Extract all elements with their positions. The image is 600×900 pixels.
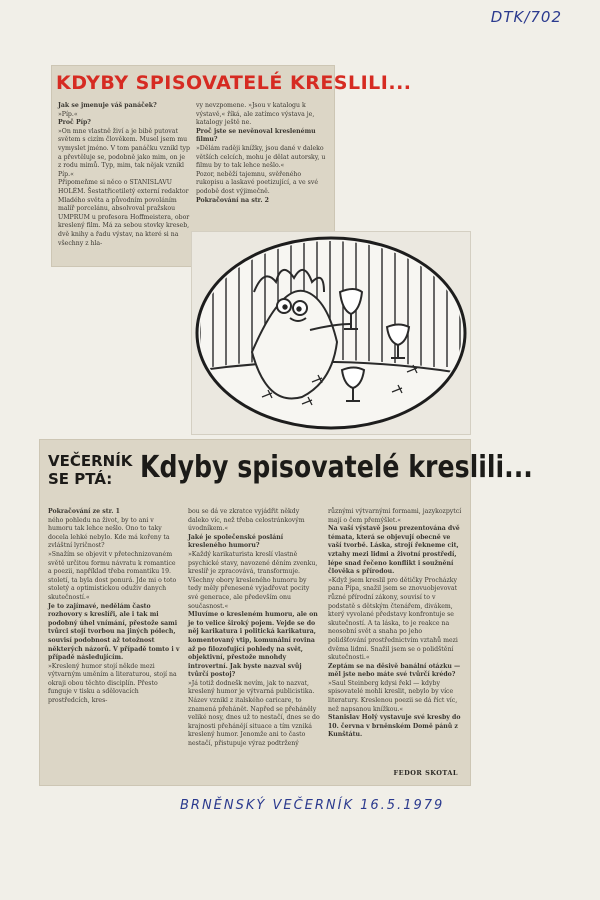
- paragraph: »On mne vlastně živí a je bibě putovat světem s cizím člověkem. Musel jsem mu vymyslet jméno. V tom panáčku vznikl typ a převtěluje se, podobně jako mim, on je z rodu mimů. Typ, mim, tak nějak vznikl Píp.«: [58, 127, 190, 178]
- paragraph: Jak se jmenuje váš panáček?: [58, 102, 157, 109]
- paragraph: Je to zajímavé, nedělám často rozhovory s kreslíři, ale i tak mi podobný úhel vnímání, přestože sami tvůrci stojí tvorbou na jiných pólech, souvisí podobnost až totožnost některých názorů. V případě tomto i v případě následujícím.: [48, 602, 180, 662]
- paragraph: »Každý karikaturista kreslí vlastně psychické stavy, navozené děním zvenku, kreslíř je zpracovává, transformuje. Všechny obory kresleného humoru by tedy měly přenesené vyjadřovat pocity své generace, ale především onu současnost.«: [188, 550, 318, 610]
- paragraph: »Kreslený humor stojí někde mezi výtvarným uměním a literaturou, stojí na okraji obou těchto disciplín. Přesto funguje v tisku a sdělovacích prostředcích, kres-: [48, 662, 177, 705]
- paragraph: ného pohledu na život, by to ani v humoru tak lehce nešlo. Ono to taky docela lehké nebylo. Kde má kořeny ta zvláštní lyričnost?: [48, 516, 170, 550]
- paragraph: Stanislav Holý vystavuje své kresby do 10. června v brněnském Domě pánů z Kunštátu.: [328, 714, 461, 739]
- paragraph: Proč Píp?: [58, 119, 91, 127]
- paragraph: bou se dá ve zkratce vyjádřit někdy daleko víc, než třeba celostránkovým úvodníkem.«: [188, 508, 305, 533]
- main-column-3: [328, 508, 462, 766]
- archive-handwritten-mark: DTK/702: [490, 8, 562, 26]
- source-handwritten-note: BRNĚNSKÝ VEČERNÍK 16.5.1979: [180, 798, 445, 813]
- paragraph: »Já totiž dodnešk nevím, jak to nazvat, kreslený humor je výtvarná publicistika. Název vznikl z italského caricare, to znamená přehánět. Napřed se přeháněly veliké nosy, dnes už to nestačí, dnes se do krajnosti přehánějí situace a tím vzniká kreslený humor. Jenomže ani to často nestačí, přistupuje výraz podtržený: [188, 679, 320, 748]
- paragraph: »Snažím se objevit v přetechnizovaném světě určitou formu návratu k romantice a poezii, například třeba romantiku 19. století, ta byla dost ponurá. Jde mi o toto stoletý a optimistickou oduživ danych skutečností.«: [48, 550, 177, 601]
- masthead-vecernik-se-pta: VEČERNÍK SE PTÁ:: [48, 452, 133, 488]
- paragraph: »Píp.«: [58, 110, 78, 118]
- clipping-headline: KDYBY SPISOVATELÉ KRESLILI...: [56, 72, 412, 94]
- paragraph: různými výtvarnými formami, jazykozpytcí mají o čem přemýšlet.«: [328, 508, 462, 524]
- article-title: Kdyby spisovatelé kreslili...: [140, 450, 533, 485]
- paragraph: Mluvíme o kresleném humoru, ale on je to velice široký pojem. Vejde se do něj karikatura i politická karikatura, komentovaný vtip, komunální rovina až po filozofující pohledy na svět, objektivní, přestože mnohdy introvertní. Jak byste nazval svůj tvůrčí postoj?: [188, 611, 318, 679]
- main-newspaper-clipping: [40, 440, 533, 785]
- main-column-1: [48, 508, 180, 778]
- paragraph: Pokračování ze str. 1: [48, 508, 120, 515]
- paragraph: Připomeňme si něco o STANISLAVU HOLÉM. Šestatřicetiletý externí redaktor Mladého světa a původním povoláním malíř porcelánu, absolvoval pražskou UMPRUM u profesora Hoffmeistera, obor kreslený film. Má za sebou stovky kreseb, dvě knihy a řadu výstav, na které si na všechny z hla-: [58, 179, 190, 247]
- paragraph: Na vaší výstavě jsou prezentována dvě témata, která se objevují obecně ve vaší tvorbě. Láska, strojí řekneme cit, vztahy mezi lidmi a životní prostředí, lépe snad řečeno konflikt i soužnění člověka s přírodou.: [328, 525, 460, 576]
- paragraph: »Když jsem kreslil pro dětičky Procházky pana Pípa, snažil jsem se znovuobjevovat různé přírodní zákony, souvisí to v podstatě s dětským čtenářem, divákem, který vyvolané představy konfrontuje se skutečností. A ta láska, to je reakce na neosobní svět a snaha po jeho polidšťování prostřednictvím vztahů mezi dvěma lidmi. Snažil jsem se o polidštění skutečnosti.«: [328, 576, 458, 662]
- paragraph: Pozor, neběží tajemnu, svěřeného rukopisu a laskavé poetizující, a ve své podobě dost výjimečně.: [196, 170, 318, 195]
- cartoon-drawing: [192, 232, 470, 434]
- cartoon-illustration: [192, 232, 470, 434]
- paragraph: Jaké je společenské poslání kresleného humoru?: [188, 533, 284, 550]
- top-column-1: [58, 102, 190, 262]
- main-column-2: [188, 508, 320, 778]
- byline: FEDOR SKOTAL: [393, 769, 458, 777]
- paragraph: Pokračování na str. 2: [196, 196, 269, 204]
- paragraph: Zeptám se na děsivě banální otázku — měl jste nebo máte své tvůrčí krédo?: [328, 662, 461, 679]
- paragraph: »Dělám raději knížky, jsou dané v daleko větších celcích, mohu je dělat autorsky, u filmu by to tak lehce nešlo.«: [196, 144, 326, 170]
- paragraph: vy nevzpomene. »Jsou v katalogu k výstavě,« říká, ale zatímco výstava je, katalogy ještě ne.: [196, 102, 315, 127]
- paragraph: Proč jste se nevěnoval kreslenému filmu?: [196, 127, 316, 144]
- paragraph: »Saul Steinberg kdysi řekl — kdyby spisovatelé mohli kreslit, nebylo by více literatury. Kreslenou poezii se dá říct víc, než napsanou knížkou.«: [328, 679, 458, 713]
